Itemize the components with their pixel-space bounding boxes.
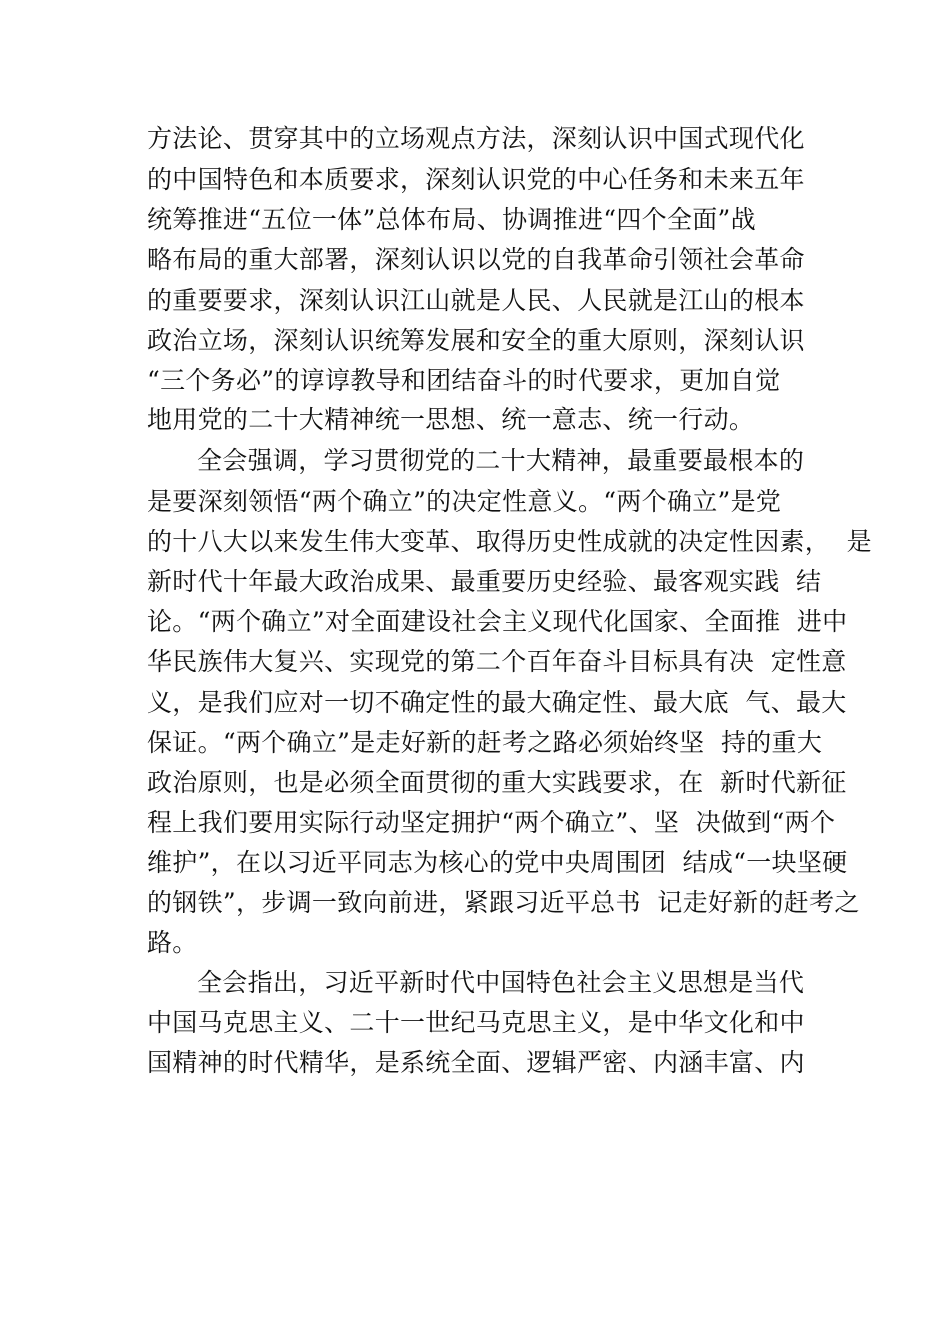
text-line: 的钢铁”，步调一致向前进，紧跟习近平总书 记走好新的赶考之	[147, 888, 860, 917]
text-line: 政治原则，也是必须全面贯彻的重大实践要求，在 新时代新征	[147, 768, 847, 797]
text-line: “三个务必”的谆谆教导和团结奋斗的时代要求，更加自觉	[147, 366, 781, 395]
paragraph-start: 全会指出，习近平新时代中国特色社会主义思想是当代	[197, 968, 805, 997]
text-line: 华民族伟大复兴、实现党的第二个百年奋斗目标具有决 定性意	[147, 647, 847, 676]
text-line: 政治立场，深刻认识统筹发展和安全的重大原则，深刻认识	[147, 326, 805, 355]
text-line: 保证。“两个确立”是走好新的赶考之路必须始终坚 持的重大	[147, 728, 823, 757]
text-line: 的中国特色和本质要求，深刻认识党的中心任务和未来五年	[147, 165, 805, 194]
text-line: 路。	[147, 928, 198, 957]
text-line: 是要深刻领悟“两个确立”的决定性意义。“两个确立”是党	[147, 487, 782, 516]
text-line: 略布局的重大部署，深刻认识以党的自我革命引领社会革命	[147, 245, 805, 274]
text-line: 论。“两个确立”对全面建设社会主义现代化国家、全面推 进中	[147, 607, 848, 636]
text-line: 地用党的二十大精神统一思想、统一意志、统一行动。	[147, 405, 755, 434]
text-line: 程上我们要用实际行动坚定拥护“两个确立”、坚 决做到“两个	[147, 808, 836, 837]
text-line: 维护”，在以习近平同志为核心的党中央周围团 结成“一块坚硬	[147, 848, 848, 877]
text-line: 方法论、贯穿其中的立场观点方法，深刻认识中国式现代化	[147, 124, 805, 153]
text-line: 新时代十年最大政治成果、最重要历史经验、最客观实践 结	[147, 567, 822, 596]
text-line: 义，是我们应对一切不确定性的最大确定性、最大底 气、最大	[147, 688, 847, 717]
text-line: 中国马克思主义、二十一世纪马克思主义，是中华文化和中	[147, 1008, 805, 1037]
text-line: 的十八大以来发生伟大变革、取得历史性成就的决定性因素， 是	[147, 527, 872, 556]
text-line: 的重要要求，深刻认识江山就是人民、人民就是江山的根本	[147, 286, 805, 315]
text-line: 统筹推进“五位一体”总体布局、协调推进“四个全面”战	[147, 205, 756, 234]
text-line: 国精神的时代精华，是系统全面、逻辑严密、内涵丰富、内	[147, 1048, 805, 1077]
paragraph-start: 全会强调，学习贯彻党的二十大精神，最重要最根本的	[197, 446, 805, 475]
